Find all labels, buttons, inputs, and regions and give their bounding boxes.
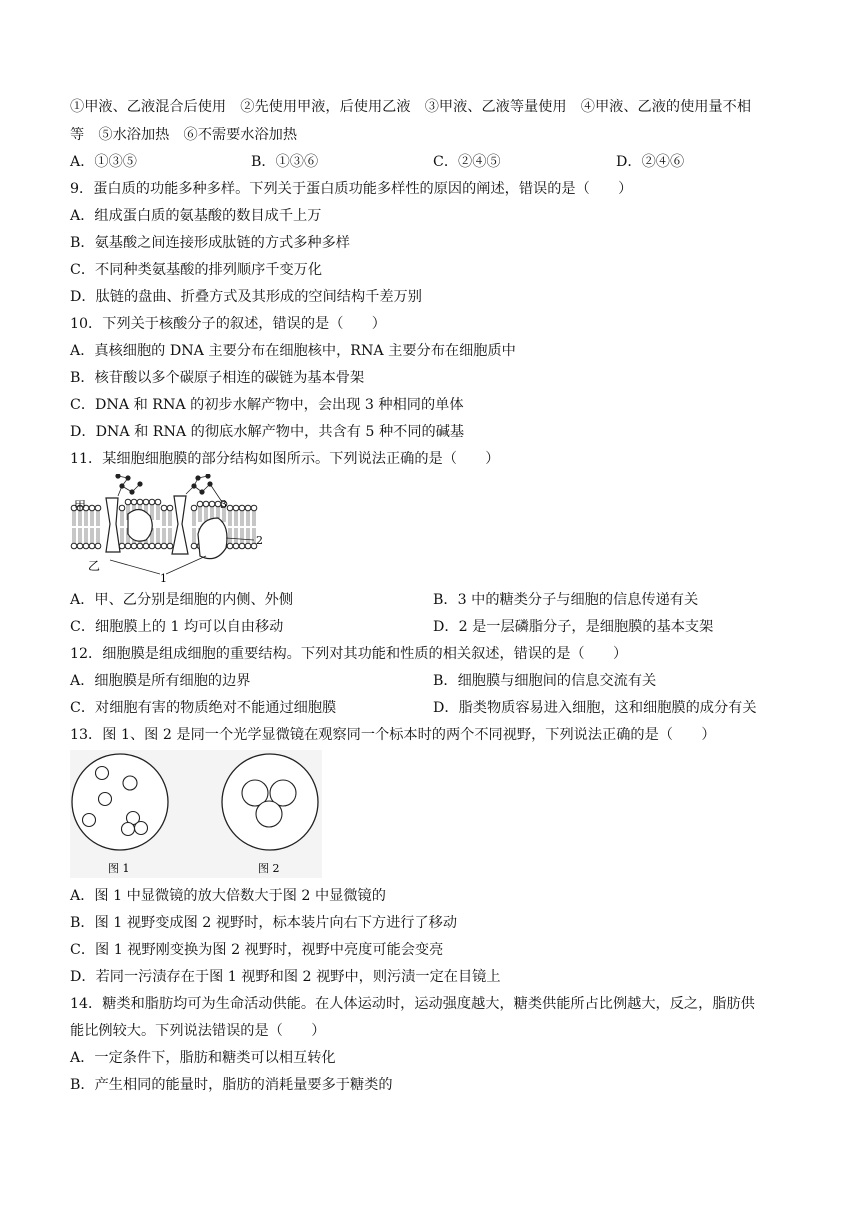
cell-membrane-figure xyxy=(70,474,270,584)
q13-stem: 13．图 1、图 2 是同一个光学显微镜在观察同一个标本时的两个不同视野，下列说法正确的是（ ） xyxy=(70,727,716,743)
q8-choice-c: C．②④⑤ xyxy=(433,154,501,170)
membrane-protein xyxy=(128,509,152,541)
q11-choice-b: B．3 中的糖类分子与细胞的信息传递有关 xyxy=(433,592,699,608)
q12-stem: 12．细胞膜是组成细胞的重要结构。下列对其功能和性质的相关叙述，错误的是（ ） xyxy=(70,646,628,662)
label-yi: 乙 xyxy=(88,559,101,573)
fig1-caption: 图 1 xyxy=(108,862,130,875)
q11-choice-d: D．2 是一层磷脂分子，是细胞膜的基本支架 xyxy=(433,619,714,635)
membrane-protein xyxy=(172,496,188,554)
q10-stem: 10．下列关于核酸分子的叙述，错误的是（ ） xyxy=(70,316,386,332)
q13-choice-a: A．图 1 中显微镜的放大倍数大于图 2 中显微镜的 xyxy=(70,888,386,904)
q12-choice-b: B．细胞膜与细胞间的信息交流有关 xyxy=(433,673,657,689)
q9-choice-b: B．氨基酸之间连接形成肽链的方式多种多样 xyxy=(70,235,350,251)
q9-choice-d: D．肽链的盘曲、折叠方式及其形成的空间结构千差万别 xyxy=(70,289,422,305)
q14-stem-line1: 14．糖类和脂肪均可为生命活动供能。在人体运动时，运动强度越大，糖类供能所占比例越大，反之，脂肪供 xyxy=(70,996,755,1012)
q11-choice-a: A．甲、乙分别是细胞的内侧、外侧 xyxy=(70,592,294,608)
fig2-caption: 图 2 xyxy=(258,862,280,875)
q9-choice-a: A．组成蛋白质的氨基酸的数目成千上万 xyxy=(70,208,322,224)
label-3: 3 xyxy=(220,498,227,511)
label-1: 1 xyxy=(160,572,167,584)
label-jia: 甲 xyxy=(74,499,87,513)
q8-choice-a: A．①③⑤ xyxy=(70,154,137,170)
phospholipid-heads-top xyxy=(71,499,257,511)
q14-choice-b: B．产生相同的能量时，脂肪的消耗量要多于糖类的 xyxy=(70,1077,393,1093)
q8-options-line1: ①甲液、乙液混合后使用 ②先使用甲液，后使用乙液 ③甲液、乙液等量使用 ④甲液、乙液的使用量不相 xyxy=(70,99,752,115)
q11-choice-c: C．细胞膜上的 1 均可以自由移动 xyxy=(70,619,284,635)
q10-choice-d: D．DNA 和 RNA 的彻底水解产物中，共含有 5 种不同的碱基 xyxy=(70,424,465,440)
q10-choice-b: B．核苷酸以多个碳原子相连的碳链为基本骨架 xyxy=(70,370,365,386)
q13-choice-c: C．图 1 视野刚变换为图 2 视野时，视野中亮度可能会变亮 xyxy=(70,942,444,958)
q8-choice-d: D．②④⑥ xyxy=(616,154,685,170)
q12-choice-c: C．对细胞有害的物质绝对不能通过细胞膜 xyxy=(70,700,337,716)
q10-choice-a: A．真核细胞的 DNA 主要分布在细胞核中，RNA 主要分布在细胞质中 xyxy=(70,343,516,359)
q10-choice-c: C．DNA 和 RNA 的初步水解产物中，会出现 3 种相同的单体 xyxy=(70,397,464,413)
q8-choice-b: B．①③⑥ xyxy=(251,154,319,170)
label-2: 2 xyxy=(256,534,263,547)
q14-choice-a: A．一定条件下，脂肪和糖类可以相互转化 xyxy=(70,1050,336,1066)
q13-choice-d: D．若同一污渍存在于图 1 视野和图 2 视野中，则污渍一定在目镜上 xyxy=(70,969,501,985)
microscope-fields-diagram xyxy=(70,750,322,878)
membrane-protein xyxy=(198,518,227,559)
phospholipid-heads-bottom xyxy=(71,543,257,549)
q9-stem: 9．蛋白质的功能多种多样。下列关于蛋白质功能多样性的原因的阐述，错误的是（ ） xyxy=(70,181,633,197)
q13-choice-b: B．图 1 视野变成图 2 视野时，标本装片向右下方进行了移动 xyxy=(70,915,458,931)
q11-stem: 11．某细胞细胞膜的部分结构如图所示。下列说法正确的是（ ） xyxy=(70,451,500,467)
field-of-view-1 xyxy=(72,754,168,850)
cell-membrane-diagram xyxy=(70,474,270,584)
q8-options-line2: 等 ⑤水浴加热 ⑥不需要水浴加热 xyxy=(70,127,298,143)
membrane-protein xyxy=(106,498,120,552)
microscope-fields-figure xyxy=(70,750,322,878)
sugar-chain xyxy=(116,474,212,496)
q12-choice-d: D．脂类物质容易进入细胞，这和细胞膜的成分有关 xyxy=(433,700,757,716)
q12-choice-a: A．细胞膜是所有细胞的边界 xyxy=(70,673,251,689)
q9-choice-c: C．不同种类氨基酸的排列顺序千变万化 xyxy=(70,262,323,278)
q14-stem-line2: 能比例较大。下列说法错误的是（ ） xyxy=(70,1023,326,1039)
